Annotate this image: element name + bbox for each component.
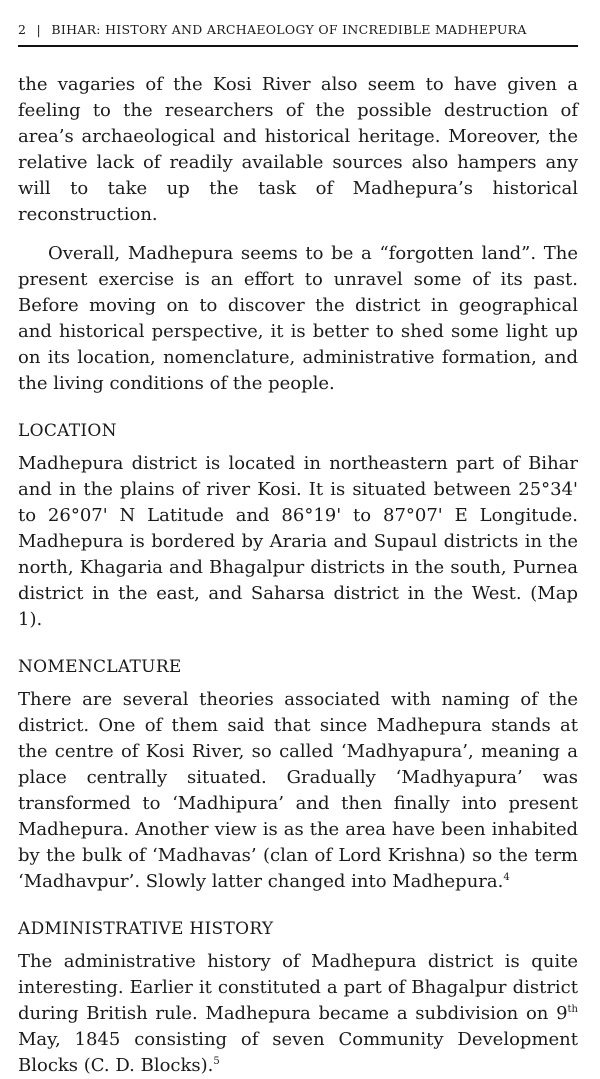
section-heading-nomenclature: NOMENCLATURE	[18, 657, 182, 677]
paragraph-continued: the vagaries of the Kosi River also seem to have given a feeling to the researchers of the possible destruction of area’s archaeological and historical heritage. Moreover, the relative lack of readily available sources also hampers any will to take up the task of Madhepura’s historical reconstruction.	[18, 74, 578, 225]
header-rule	[18, 45, 578, 47]
admin-text-before: The administrative history of Madhepura district is quite interesting. Earlier it constituted a part of Bhagalpur district during British rule. Madhepura became a subdivision on 9	[18, 951, 578, 1024]
paragraph-nomenclature	[18, 687, 578, 895]
running-header	[18, 22, 578, 44]
main-text	[18, 72, 578, 1079]
footnote-marker-5: 5	[213, 1056, 220, 1067]
ordinal-suffix: th	[567, 1004, 578, 1015]
paragraph-location: Madhepura district is located in northeastern part of Bihar and in the plains of river Kosi. It is situated between 25°34' to 26°07' N Latitude and 86°19' to 87°07' E Longitude. Madhepura is bordered by Araria and Supaul districts in the north, Khagaria and Bhagalpur districts in the south, Purnea district in the east, and Saharsa district in the West. (Map 1).	[18, 453, 578, 630]
header-separator: |	[36, 22, 42, 37]
admin-text-after: May, 1845 consisting of seven Community Development Blocks (C. D. Blocks).	[18, 1029, 578, 1076]
footnote-marker-4: 4	[503, 872, 510, 883]
paragraph-forgotten-land: Overall, Madhepura seems to be a “forgotten land”. The present exercise is an effort to unravel some of its past. Before moving on to discover the district in geographical and historical perspective, it is better to shed some light up on its location, nomenclature, administrative formation, and the living conditions of the people.	[18, 243, 578, 394]
running-title: BIHAR: HISTORY AND ARCHAEOLOGY OF INCREDIBLE MADHEPURA	[51, 22, 527, 37]
nomenclature-text: There are several theories associated with naming of the district. One of them said that since Madhepura stands at the centre of Kosi River, so called ‘Madhyapura’, meaning a place centrally situated. Gradually ‘Madhyapura’ was transformed to ‘Madhipura’ and then finally into present Madhepura. Another view is as the area have been inhabited by the bulk of ‘Madhavas’ (clan of Lord Krishna) so the term ‘Madhavpur’. Slowly latter changed into Madhepura.	[18, 689, 578, 892]
section-heading-administrative-history: ADMINISTRATIVE HISTORY	[18, 919, 274, 939]
paragraph-administrative-history	[18, 949, 578, 1079]
section-heading-location: LOCATION	[18, 421, 117, 441]
page-number: 2	[18, 22, 27, 37]
